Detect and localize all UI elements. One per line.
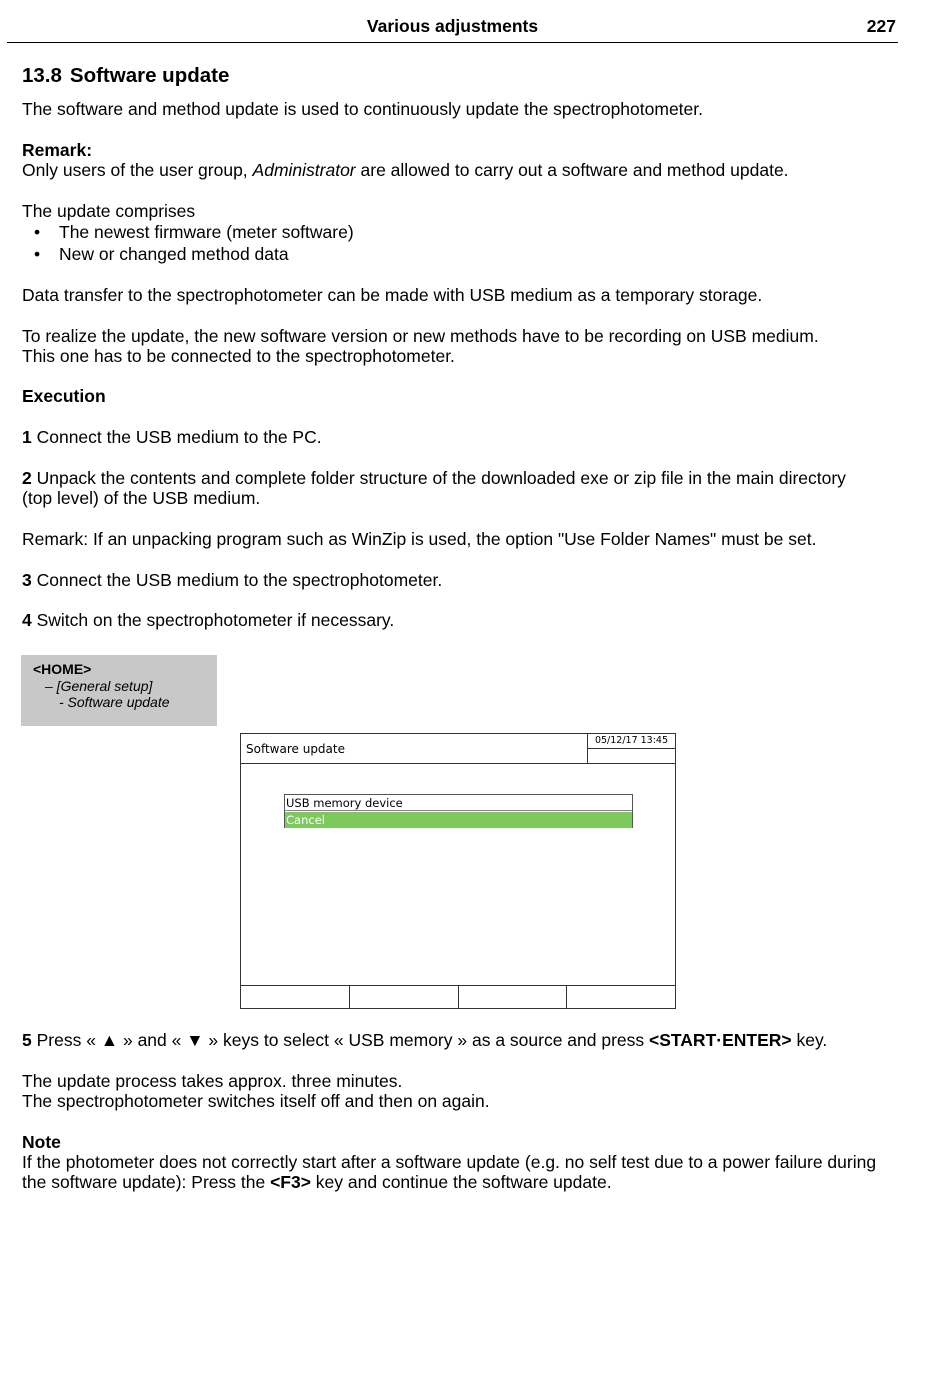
section-title (22, 64, 229, 88)
process-line-1: The update process takes approx. three minutes. (22, 1071, 403, 1091)
device-screen (240, 733, 676, 1009)
remark-heading: Remark: (22, 140, 93, 160)
update-comprises-lead: The update comprises (22, 201, 196, 221)
function-key-bar (241, 985, 675, 1008)
remark-text (22, 160, 789, 181)
realize-line-2: This one has to be connected to the spectrophotometer. (22, 346, 455, 366)
source-selection-dialog (284, 794, 633, 828)
note-text-pre: the software update): Press the (22, 1172, 271, 1192)
step-text: Switch on the spectrophotometer if necessary. (31, 610, 395, 630)
function-key-f2[interactable] (350, 986, 459, 1008)
step-3 (22, 570, 442, 591)
execution-heading: Execution (22, 386, 106, 406)
running-header-title: Various adjustments (366, 16, 539, 36)
list-item: • New or changed method data (22, 244, 354, 266)
option-usb-memory-device[interactable]: USB memory device (285, 795, 632, 811)
function-key-f4[interactable] (567, 986, 675, 1008)
step-5 (22, 1030, 827, 1051)
step-number: 5 (22, 1030, 32, 1050)
step-2-continued: (top level) of the USB medium. (22, 488, 261, 508)
remark-role: Administrator (252, 160, 356, 180)
note-text-post: key and continue the software update. (310, 1172, 612, 1192)
screen-title: Software update (246, 742, 345, 756)
menu-path-general-setup: – [General setup] (45, 677, 153, 694)
step-4 (22, 610, 394, 631)
screen-status-box (587, 734, 675, 764)
step-number: 4 (22, 610, 32, 630)
realize-line-1: To realize the update, the new software version or new methods have to be recording on USB medium. (22, 326, 819, 346)
page-number: 227 (866, 16, 896, 36)
note-heading: Note (22, 1132, 61, 1152)
list-item: • The newest firmware (meter software) (22, 222, 354, 244)
intro-paragraph: The software and method update is used to continuously update the spectrophotometer. (22, 99, 703, 119)
step-number: 2 (22, 468, 32, 488)
step-number: 3 (22, 570, 32, 590)
step-1 (22, 427, 322, 448)
menu-path-software-update: - Software update (59, 694, 170, 710)
menu-path-home: <HOME> (33, 661, 92, 677)
menu-path-box (21, 655, 217, 726)
section-title-text: Software update (69, 64, 230, 87)
function-key-f1[interactable] (241, 986, 350, 1008)
remark-text-post: are allowed to carry out a software and method update. (355, 160, 789, 180)
step-text: Connect the USB medium to the spectrophotometer. (31, 570, 443, 590)
unpack-remark: Remark: If an unpacking program such as WinZip is used, the option "Use Folder Names" must be set. (22, 529, 817, 549)
step-text: Press « ▲ » and « ▼ » keys to select « USB memory » as a source and press (31, 1030, 650, 1050)
remark-text-pre: Only users of the user group, (22, 160, 253, 180)
note-line-2 (22, 1172, 612, 1193)
process-line-2: The spectrophotometer switches itself off and then on again. (22, 1091, 490, 1111)
screen-title-bar (241, 734, 675, 764)
f3-key: <F3> (270, 1172, 311, 1192)
update-comprises-list (22, 222, 354, 265)
page-header (7, 14, 898, 43)
section-number: 13.8 (22, 64, 62, 87)
note-line-1: If the photometer does not correctly start after a software update (e.g. no self test due to a power failure during (22, 1152, 877, 1172)
step-2 (22, 468, 846, 489)
step-number: 1 (22, 427, 32, 447)
function-key-f3[interactable] (459, 986, 568, 1008)
step-text: Connect the USB medium to the PC. (31, 427, 322, 447)
screen-datetime: 05/12/17 13:45 (588, 734, 675, 749)
option-cancel[interactable]: Cancel (285, 812, 632, 828)
data-transfer-paragraph: Data transfer to the spectrophotometer can be made with USB medium as a temporary storage. (22, 285, 763, 305)
start-enter-key: <START·ENTER> (649, 1030, 792, 1050)
step-text-post: key. (791, 1030, 828, 1050)
step-text: Unpack the contents and complete folder structure of the downloaded exe or zip file in the main directory (31, 468, 846, 488)
